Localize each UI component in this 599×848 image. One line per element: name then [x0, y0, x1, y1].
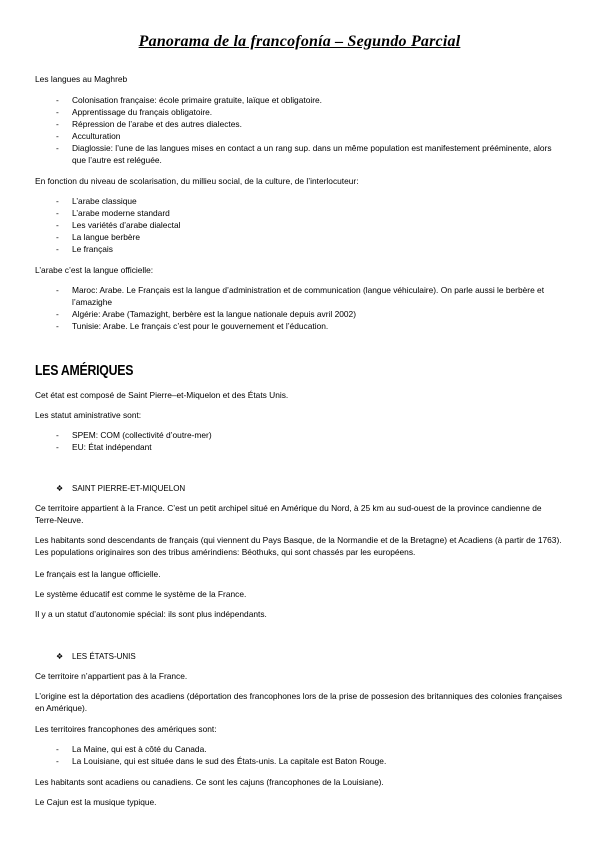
diamond-bullet-icon: ❖ [56, 652, 64, 661]
subheading-text: LES ÉTATS-UNIS [72, 652, 136, 661]
paragraph: Les territoires francophones des amériques sont: [35, 724, 217, 734]
paragraph: Ce territoire n’appartient pas à la France. [35, 671, 188, 681]
list-dash: - [56, 196, 59, 206]
paragraph: Les habitants sond descendants de français (qui viennent du Pays Basque, de la Normandie et de la Bretagne) et Acadiens (à partir de 1763). Les populations originaires son des tribus amérindiens: Béothuks, qui sont chassés par les européens. [35, 535, 562, 557]
list-dash: - [56, 143, 59, 153]
list-dash: - [56, 220, 59, 230]
section-heading-langue-officielle: L’arabe c’est la langue officielle: [35, 265, 154, 275]
list-dash: - [56, 95, 59, 105]
list-item-text: Algérie: Arabe (Tamazight, berbère est la langue nationale depuis avril 2002) [72, 309, 356, 319]
diamond-bullet-icon: ❖ [56, 484, 64, 493]
list-dash: - [56, 232, 59, 242]
heading-les-ameriques: LES AMÉRIQUES [35, 362, 134, 379]
list-item-text: Le français [72, 244, 113, 254]
section-heading-scolarisation: En fonction du niveau de scolarisation, du millieu social, de la culture, de l’interlocuteur: [35, 176, 359, 186]
subheading-etats-unis [56, 651, 136, 662]
list-dash: - [56, 208, 59, 218]
list-dash: - [56, 244, 59, 254]
list-dash: - [56, 430, 59, 440]
list-item-text: EU: État indépendant [72, 442, 152, 452]
list-item-text: L’arabe moderne standard [72, 208, 170, 218]
subheading-text: SAINT PIERRE-ET-MIQUELON [72, 484, 186, 493]
list-item-text: Diaglossie: l’une de las langues mises en contact a un rang sup. dans un même population est manifestement prééminente, alors que l’autre est reléguée. [72, 143, 552, 165]
list-item-text: Acculturation [72, 131, 121, 141]
paragraph: Il y a un statut d’autonomie spécial: ils sont plus indépendants. [35, 609, 267, 619]
list-item-text: Les variétés d’arabe dialectal [72, 220, 181, 230]
paragraph: Ce territoire appartient à la France. C’est un petit archipel situé en Amérique du Nord, à 25 km au sud-ouest de la province candienne de Terre-Neuve. [35, 503, 542, 525]
list-dash: - [56, 107, 59, 117]
list-item-text: SPEM: COM (collectivité d’outre-mer) [72, 430, 212, 440]
list-item-text: Tunisie: Arabe. Le français c’est pour le gouvernement et l’éducation. [72, 321, 329, 331]
paragraph: Le système éducatif est comme le système de la France. [35, 589, 247, 599]
list-item-text: Répression de l’arabe et des autres dialectes. [72, 119, 242, 129]
paragraph: Le Cajun est la musique typique. [35, 797, 157, 807]
page-title: Panorama de la francofonía – Segundo Parcial [138, 33, 461, 50]
list-dash: - [56, 756, 59, 766]
list-item-text: Colonisation française: école primaire gratuite, laïque et obligatoire. [72, 95, 322, 105]
list-dash: - [56, 309, 59, 319]
list-item-text: Apprentissage du français obligatoire. [72, 107, 213, 117]
paragraph: Les statut aministrative sont: [35, 410, 142, 420]
list-item-text: La Louisiane, qui est située dans le sud des États-unis. La capitale est Baton Rouge. [72, 756, 387, 766]
list-dash: - [56, 131, 59, 141]
subheading-spm [56, 483, 185, 494]
list-dash: - [56, 119, 59, 129]
paragraph: Les habitants sont acadiens ou canadiens. Ce sont les cajuns (francophones de la Louisiane). [35, 777, 384, 787]
list-dash: - [56, 744, 59, 754]
list-item-text: Maroc: Arabe. Le Français est la langue d’administration et de communication (langue véhiculaire). On parle aussi le berbère et l’amazighe [72, 285, 545, 307]
list-item-text: La Maine, qui est à côté du Canada. [72, 744, 207, 754]
list-dash: - [56, 321, 59, 331]
paragraph: Cet état est composé de Saint Pierre–et-Miquelon et des États Unis. [35, 390, 289, 400]
list-item-text: L’arabe classique [72, 196, 137, 206]
section-heading-maghreb: Les langues au Maghreb [35, 74, 128, 84]
paragraph: L’origine est la déportation des acadiens (déportation des francophones lors de la prise de possesion des britanniques des colonies françaises en Amérique). [35, 691, 563, 713]
list-dash: - [56, 442, 59, 452]
list-item-text: La langue berbère [72, 232, 140, 242]
paragraph: Le français est la langue officielle. [35, 569, 161, 579]
list-dash: - [56, 285, 59, 295]
